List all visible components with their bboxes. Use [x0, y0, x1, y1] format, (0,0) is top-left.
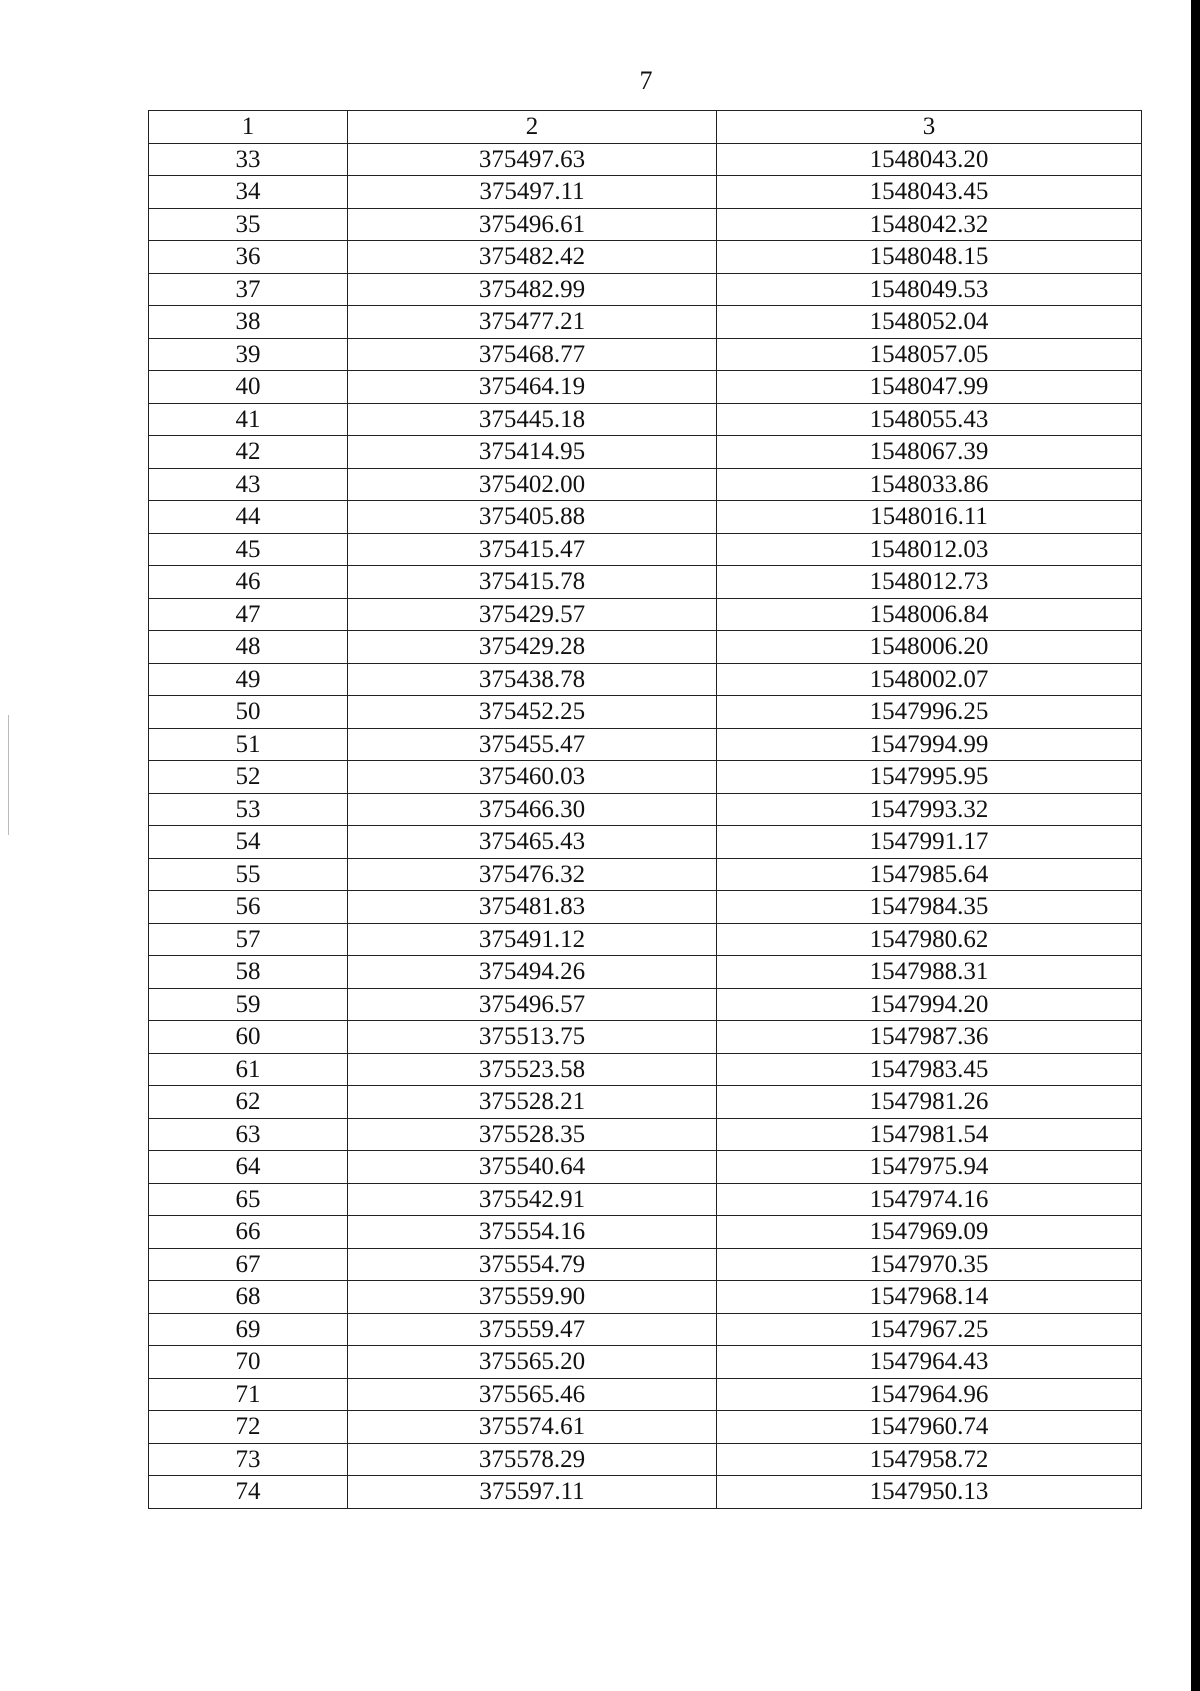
- y-coordinate-cell: 1547993.32: [717, 793, 1142, 826]
- x-coordinate-cell: 375445.18: [348, 403, 717, 436]
- y-coordinate-cell: 1547950.13: [717, 1476, 1142, 1509]
- table-row: [149, 566, 1142, 599]
- point-number-cell: 44: [149, 501, 348, 534]
- table-row: [149, 1346, 1142, 1379]
- x-coordinate-cell: 375496.61: [348, 208, 717, 241]
- table-row: [149, 761, 1142, 794]
- table-row: [149, 306, 1142, 339]
- table-row: [149, 696, 1142, 729]
- point-number-cell: 51: [149, 728, 348, 761]
- y-coordinate-cell: 1547994.99: [717, 728, 1142, 761]
- point-number-cell: 42: [149, 436, 348, 469]
- x-coordinate-cell: 375482.99: [348, 273, 717, 306]
- point-number-cell: 38: [149, 306, 348, 339]
- table-header-row: [149, 111, 1142, 144]
- y-coordinate-cell: 1548043.20: [717, 143, 1142, 176]
- y-coordinate-cell: 1547994.20: [717, 988, 1142, 1021]
- point-number-cell: 37: [149, 273, 348, 306]
- table-row: [149, 403, 1142, 436]
- point-number-cell: 61: [149, 1053, 348, 1086]
- table-row: [149, 1151, 1142, 1184]
- x-coordinate-cell: 375574.61: [348, 1411, 717, 1444]
- point-number-cell: 34: [149, 176, 348, 209]
- y-coordinate-cell: 1547991.17: [717, 826, 1142, 859]
- table-row: [149, 728, 1142, 761]
- x-coordinate-cell: 375565.46: [348, 1378, 717, 1411]
- y-coordinate-cell: 1547960.74: [717, 1411, 1142, 1444]
- point-number-cell: 69: [149, 1313, 348, 1346]
- y-coordinate-cell: 1547981.26: [717, 1086, 1142, 1119]
- table-row: [149, 1183, 1142, 1216]
- x-coordinate-cell: 375597.11: [348, 1476, 717, 1509]
- y-coordinate-cell: 1547970.35: [717, 1248, 1142, 1281]
- y-coordinate-cell: 1547974.16: [717, 1183, 1142, 1216]
- y-coordinate-cell: 1548067.39: [717, 436, 1142, 469]
- scan-margin-mark: [8, 715, 9, 835]
- point-number-cell: 74: [149, 1476, 348, 1509]
- point-number-cell: 68: [149, 1281, 348, 1314]
- point-number-cell: 55: [149, 858, 348, 891]
- y-coordinate-cell: 1547988.31: [717, 956, 1142, 989]
- x-coordinate-cell: 375496.57: [348, 988, 717, 1021]
- x-coordinate-cell: 375402.00: [348, 468, 717, 501]
- y-coordinate-cell: 1547964.43: [717, 1346, 1142, 1379]
- point-number-cell: 54: [149, 826, 348, 859]
- column-header-3: 3: [717, 111, 1142, 144]
- point-number-cell: 39: [149, 338, 348, 371]
- x-coordinate-cell: 375429.57: [348, 598, 717, 631]
- x-coordinate-cell: 375554.16: [348, 1216, 717, 1249]
- table-row: [149, 1021, 1142, 1054]
- point-number-cell: 56: [149, 891, 348, 924]
- table-row: [149, 468, 1142, 501]
- column-header-2: 2: [348, 111, 717, 144]
- table-row: [149, 858, 1142, 891]
- y-coordinate-cell: 1547984.35: [717, 891, 1142, 924]
- x-coordinate-cell: 375559.47: [348, 1313, 717, 1346]
- table-row: [149, 208, 1142, 241]
- table-header: [149, 111, 1142, 144]
- table-row: [149, 273, 1142, 306]
- table-row: [149, 1118, 1142, 1151]
- y-coordinate-cell: 1547996.25: [717, 696, 1142, 729]
- point-number-cell: 66: [149, 1216, 348, 1249]
- point-number-cell: 57: [149, 923, 348, 956]
- y-coordinate-cell: 1548057.05: [717, 338, 1142, 371]
- point-number-cell: 58: [149, 956, 348, 989]
- table-row: [149, 1248, 1142, 1281]
- point-number-cell: 49: [149, 663, 348, 696]
- table-row: [149, 1053, 1142, 1086]
- table-row: [149, 1313, 1142, 1346]
- x-coordinate-cell: 375481.83: [348, 891, 717, 924]
- y-coordinate-cell: 1548042.32: [717, 208, 1142, 241]
- point-number-cell: 48: [149, 631, 348, 664]
- y-coordinate-cell: 1547958.72: [717, 1443, 1142, 1476]
- table-row: [149, 1086, 1142, 1119]
- point-number-cell: 72: [149, 1411, 348, 1444]
- y-coordinate-cell: 1548033.86: [717, 468, 1142, 501]
- table-row: [149, 1443, 1142, 1476]
- x-coordinate-cell: 375523.58: [348, 1053, 717, 1086]
- table-row: [149, 501, 1142, 534]
- point-number-cell: 41: [149, 403, 348, 436]
- y-coordinate-cell: 1548049.53: [717, 273, 1142, 306]
- scan-edge-border: [1191, 0, 1200, 1691]
- table-row: [149, 1411, 1142, 1444]
- point-number-cell: 43: [149, 468, 348, 501]
- point-number-cell: 53: [149, 793, 348, 826]
- table-body: [149, 143, 1142, 1508]
- y-coordinate-cell: 1547968.14: [717, 1281, 1142, 1314]
- point-number-cell: 45: [149, 533, 348, 566]
- table-row: [149, 956, 1142, 989]
- point-number-cell: 67: [149, 1248, 348, 1281]
- y-coordinate-cell: 1547969.09: [717, 1216, 1142, 1249]
- point-number-cell: 52: [149, 761, 348, 794]
- point-number-cell: 73: [149, 1443, 348, 1476]
- table-row: [149, 923, 1142, 956]
- table-row: [149, 826, 1142, 859]
- y-coordinate-cell: 1548012.03: [717, 533, 1142, 566]
- y-coordinate-cell: 1548016.11: [717, 501, 1142, 534]
- point-number-cell: 71: [149, 1378, 348, 1411]
- coordinates-table: [148, 110, 1142, 1509]
- point-number-cell: 59: [149, 988, 348, 1021]
- y-coordinate-cell: 1547975.94: [717, 1151, 1142, 1184]
- point-number-cell: 64: [149, 1151, 348, 1184]
- x-coordinate-cell: 375578.29: [348, 1443, 717, 1476]
- x-coordinate-cell: 375466.30: [348, 793, 717, 826]
- y-coordinate-cell: 1548002.07: [717, 663, 1142, 696]
- point-number-cell: 60: [149, 1021, 348, 1054]
- y-coordinate-cell: 1547981.54: [717, 1118, 1142, 1151]
- x-coordinate-cell: 375540.64: [348, 1151, 717, 1184]
- table-row: [149, 143, 1142, 176]
- x-coordinate-cell: 375429.28: [348, 631, 717, 664]
- point-number-cell: 65: [149, 1183, 348, 1216]
- x-coordinate-cell: 375468.77: [348, 338, 717, 371]
- x-coordinate-cell: 375491.12: [348, 923, 717, 956]
- point-number-cell: 35: [149, 208, 348, 241]
- y-coordinate-cell: 1547967.25: [717, 1313, 1142, 1346]
- point-number-cell: 36: [149, 241, 348, 274]
- point-number-cell: 47: [149, 598, 348, 631]
- table-row: [149, 436, 1142, 469]
- x-coordinate-cell: 375528.35: [348, 1118, 717, 1151]
- x-coordinate-cell: 375464.19: [348, 371, 717, 404]
- x-coordinate-cell: 375482.42: [348, 241, 717, 274]
- point-number-cell: 46: [149, 566, 348, 599]
- x-coordinate-cell: 375477.21: [348, 306, 717, 339]
- table-row: [149, 598, 1142, 631]
- table-row: [149, 241, 1142, 274]
- x-coordinate-cell: 375455.47: [348, 728, 717, 761]
- x-coordinate-cell: 375465.43: [348, 826, 717, 859]
- table-row: [149, 663, 1142, 696]
- y-coordinate-cell: 1547987.36: [717, 1021, 1142, 1054]
- y-coordinate-cell: 1548012.73: [717, 566, 1142, 599]
- table-row: [149, 793, 1142, 826]
- table-row: [149, 371, 1142, 404]
- table-row: [149, 176, 1142, 209]
- point-number-cell: 63: [149, 1118, 348, 1151]
- x-coordinate-cell: 375415.78: [348, 566, 717, 599]
- x-coordinate-cell: 375528.21: [348, 1086, 717, 1119]
- x-coordinate-cell: 375565.20: [348, 1346, 717, 1379]
- x-coordinate-cell: 375554.79: [348, 1248, 717, 1281]
- table-row: [149, 1281, 1142, 1314]
- point-number-cell: 50: [149, 696, 348, 729]
- x-coordinate-cell: 375414.95: [348, 436, 717, 469]
- table-row: [149, 1476, 1142, 1509]
- x-coordinate-cell: 375513.75: [348, 1021, 717, 1054]
- table-row: [149, 988, 1142, 1021]
- table-row: [149, 533, 1142, 566]
- table-row: [149, 338, 1142, 371]
- x-coordinate-cell: 375415.47: [348, 533, 717, 566]
- y-coordinate-cell: 1547980.62: [717, 923, 1142, 956]
- x-coordinate-cell: 375460.03: [348, 761, 717, 794]
- y-coordinate-cell: 1547983.45: [717, 1053, 1142, 1086]
- y-coordinate-cell: 1547964.96: [717, 1378, 1142, 1411]
- table-row: [149, 1378, 1142, 1411]
- y-coordinate-cell: 1548047.99: [717, 371, 1142, 404]
- table-row: [149, 891, 1142, 924]
- y-coordinate-cell: 1548006.20: [717, 631, 1142, 664]
- point-number-cell: 62: [149, 1086, 348, 1119]
- y-coordinate-cell: 1548048.15: [717, 241, 1142, 274]
- page-number: 7: [639, 66, 653, 95]
- x-coordinate-cell: 375438.78: [348, 663, 717, 696]
- point-number-cell: 40: [149, 371, 348, 404]
- x-coordinate-cell: 375452.25: [348, 696, 717, 729]
- y-coordinate-cell: 1548055.43: [717, 403, 1142, 436]
- x-coordinate-cell: 375559.90: [348, 1281, 717, 1314]
- column-header-1: 1: [149, 111, 348, 144]
- table-row: [149, 631, 1142, 664]
- x-coordinate-cell: 375542.91: [348, 1183, 717, 1216]
- point-number-cell: 33: [149, 143, 348, 176]
- x-coordinate-cell: 375497.11: [348, 176, 717, 209]
- x-coordinate-cell: 375494.26: [348, 956, 717, 989]
- y-coordinate-cell: 1548006.84: [717, 598, 1142, 631]
- y-coordinate-cell: 1548043.45: [717, 176, 1142, 209]
- table-row: [149, 1216, 1142, 1249]
- x-coordinate-cell: 375476.32: [348, 858, 717, 891]
- y-coordinate-cell: 1547985.64: [717, 858, 1142, 891]
- y-coordinate-cell: 1548052.04: [717, 306, 1142, 339]
- x-coordinate-cell: 375405.88: [348, 501, 717, 534]
- x-coordinate-cell: 375497.63: [348, 143, 717, 176]
- y-coordinate-cell: 1547995.95: [717, 761, 1142, 794]
- point-number-cell: 70: [149, 1346, 348, 1379]
